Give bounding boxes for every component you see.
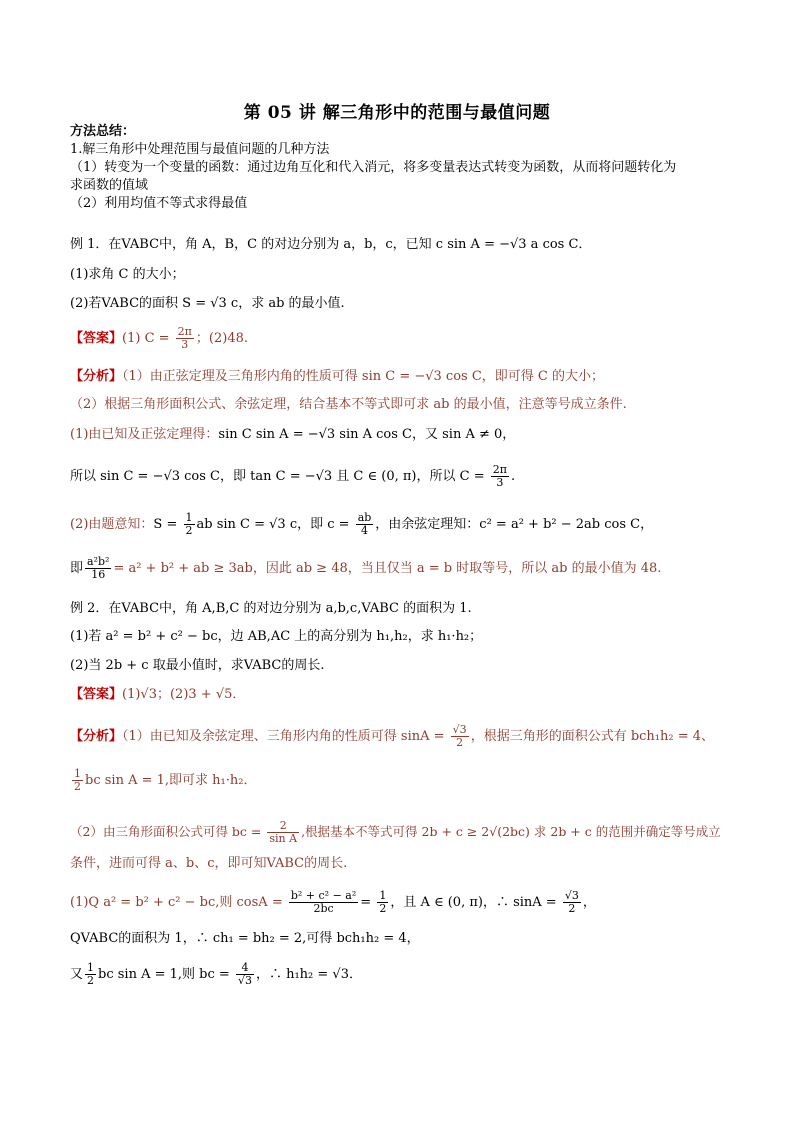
solution-text-a: 即: [70, 561, 84, 576]
method-line-3: 求函数的值域: [70, 178, 149, 193]
solution-fraction-3: [563, 890, 581, 915]
fraction-denominator: 3: [496, 476, 504, 489]
fraction-numerator: a²b²: [87, 555, 110, 568]
solution-fraction-2: [236, 962, 254, 987]
fraction-numerator: 2π: [492, 463, 507, 476]
analysis-text-b: ,根据基本不等式可得 2b + c ≥ 2√(2bc) 求 2b + c 的范围并确定等号成立: [301, 824, 721, 839]
fraction-numerator: 2: [267, 820, 299, 833]
answer-tag: 【答案】: [70, 331, 123, 346]
example-1-analysis-1: [70, 368, 730, 385]
example-2-question-2: (2)当 2b + c 取最小值时，求VABC的周长.: [70, 658, 325, 673]
solution-text-c: ，由余弦定理知：c² = a² + b² − 2ab cos C，: [375, 517, 654, 532]
fraction-numerator: b² + c² − a²: [290, 889, 357, 902]
example-1-solution-4: [70, 556, 730, 581]
solution-text-a: S =: [153, 517, 182, 532]
fraction-numerator: 1: [185, 511, 193, 524]
solution-text-c: ，且 A ∈ (0, π)，∴ sinA =: [390, 895, 561, 910]
fraction-denominator: 3: [181, 338, 189, 351]
fraction-denominator: √3: [237, 974, 252, 987]
fraction-numerator: √3: [564, 889, 579, 902]
analysis-fraction: [451, 724, 469, 749]
solution-fraction-2: [377, 890, 388, 915]
fraction-numerator: ab: [357, 511, 372, 524]
fraction-numerator: √3: [452, 723, 467, 736]
answer-text-b: ；(2)48.: [195, 331, 248, 346]
method-line-2: （1）转变为一个变量的函数：通过边角互化和代入消元，将多变量表达式转变为函数，从而将问题转化为: [70, 160, 677, 175]
fraction-numerator: 1: [379, 889, 387, 902]
example-2-solution-2: QVABC的面积为 1，∴ ch₁ = bh₂ = 2,可得 bch₁h₂ = 4，: [70, 931, 420, 946]
solution-label: (1)由已知及正弦定理得：: [70, 427, 219, 442]
fraction-denominator: 2: [379, 902, 387, 915]
fraction-denominator: 2: [87, 974, 95, 987]
example-2-analysis-4: 条件，进而可得 a、b、c，即可知VABC的周长.: [70, 856, 348, 871]
fraction-denominator: 2: [456, 736, 464, 749]
analysis-text-b: ，根据三角形的面积公式有 bch₁h₂ = 4、: [470, 729, 715, 744]
example-1-question-1: (1)求角 C 的大小；: [70, 267, 185, 282]
answer-tag: 【答案】: [70, 687, 123, 702]
analysis-fraction: [72, 768, 83, 793]
method-line-4: （2）利用均值不等式求得最值: [70, 196, 248, 211]
example-2-answer: [70, 686, 730, 703]
analysis-tag: 【分析】: [70, 729, 123, 744]
answer-fraction: [176, 326, 194, 351]
solution-fraction-1: [289, 890, 358, 915]
fraction-denominator: 2bc: [313, 902, 334, 915]
fraction-denominator: sin A: [269, 832, 298, 845]
method-heading: 方法总结：: [70, 124, 136, 139]
fraction-denominator: 4: [360, 524, 368, 537]
solution-text-d: ，: [582, 895, 596, 910]
solution-fraction: [491, 464, 509, 489]
example-1-question-2: (2)若VABC的面积 S = √3 c，求 ab 的最小值.: [70, 296, 345, 311]
example-1-answer: [70, 326, 730, 351]
example-2-question-1: (1)若 a² = b² + c² − bc，边 AB,AC 上的高分别为 h₁,h₂，求 h₁·h₂；: [70, 629, 483, 644]
solution-text-b: =: [360, 895, 376, 910]
answer-text: (1)√3；(2)3 + √5．: [122, 687, 246, 702]
solution-text-a: 又: [70, 967, 84, 982]
fraction-denominator: 2: [74, 780, 81, 793]
fraction-numerator: 1: [74, 767, 81, 780]
example-1-solution-1: [70, 426, 730, 443]
example-2-analysis-3: [70, 820, 730, 845]
solution-text-c: ，∴ h₁h₂ = √3．: [255, 967, 362, 982]
fraction-numerator: 2π: [177, 325, 192, 338]
fraction-denominator: 2: [568, 902, 576, 915]
example-1-solution-2: [70, 464, 730, 489]
analysis-tag: 【分析】: [70, 369, 123, 384]
fraction-numerator: 4: [236, 962, 254, 975]
page-title: 第 05 讲 解三角形中的范围与最值问题: [243, 103, 551, 123]
example-2-analysis-1: [70, 724, 730, 749]
analysis-text-a: （2）由三角形面积公式可得 bc =: [70, 824, 266, 839]
answer-text-a: (1) C =: [122, 331, 174, 346]
solution-fraction-1: [85, 962, 96, 987]
analysis-text: （1）由正弦定理及三角形内角的性质可得 sin C = −√3 cos C，即可得 C 的大小；: [122, 369, 605, 384]
analysis-fraction: [267, 820, 299, 845]
solution-label: (2)由题意知：: [70, 517, 154, 532]
example-2-analysis-2: [70, 768, 730, 793]
solution-fraction-1: [184, 512, 195, 537]
solution-text-end: .: [510, 469, 516, 484]
fraction-denominator: 2: [185, 524, 193, 537]
solution-fraction-2: [356, 512, 374, 537]
solution-text-a: 所以 sin C = −√3 cos C，即 tan C = −√3 且 C ∈ (0, π)，所以 C =: [70, 469, 489, 484]
example-1-solution-3: [70, 512, 730, 537]
example-1-analysis-2: （2）根据三角形面积公式、余弦定理，结合基本不等式即可求 ab 的最小值，注意等号成立条件.: [70, 397, 627, 412]
solution-fraction: [85, 556, 111, 581]
analysis-text-a: （1）由已知及余弦定理、三角形内角的性质可得 sinA =: [122, 729, 449, 744]
example-2-stem: 例 2．在VABC中，角 A,B,C 的对边分别为 a,b,c,VABC 的面积为 1.: [70, 601, 472, 616]
solution-text-b: ab sin C = √3 c，即 c =: [196, 517, 354, 532]
fraction-denominator: 16: [91, 568, 106, 581]
example-2-solution-3: [70, 962, 730, 987]
solution-text-a: (1)Q a² = b² + c² − bc,则 cosA =: [70, 895, 287, 910]
fraction-numerator: 1: [87, 961, 95, 974]
solution-text-b: bc sin A = 1,则 bc =: [98, 967, 234, 982]
analysis-text: bc sin A = 1,即可求 h₁·h₂．: [85, 773, 257, 788]
method-line-1: 1.解三角形中处理范围与最值问题的几种方法: [70, 142, 330, 157]
solution-text-b: = a² + b² + ab ≥ 3ab，因此 ab ≥ 48，当且仅当 a = b 时取等号，所以 ab 的最小值为 48.: [113, 561, 662, 576]
solution-text: sin C sin A = −√3 sin A cos C，又 sin A ≠ 0，: [218, 427, 516, 442]
example-1-stem: 例 1．在VABC中，角 A，B，C 的对边分别为 a，b，c，已知 c sin A = −√3 a cos C．: [70, 237, 592, 252]
example-2-solution-1: [70, 890, 730, 915]
